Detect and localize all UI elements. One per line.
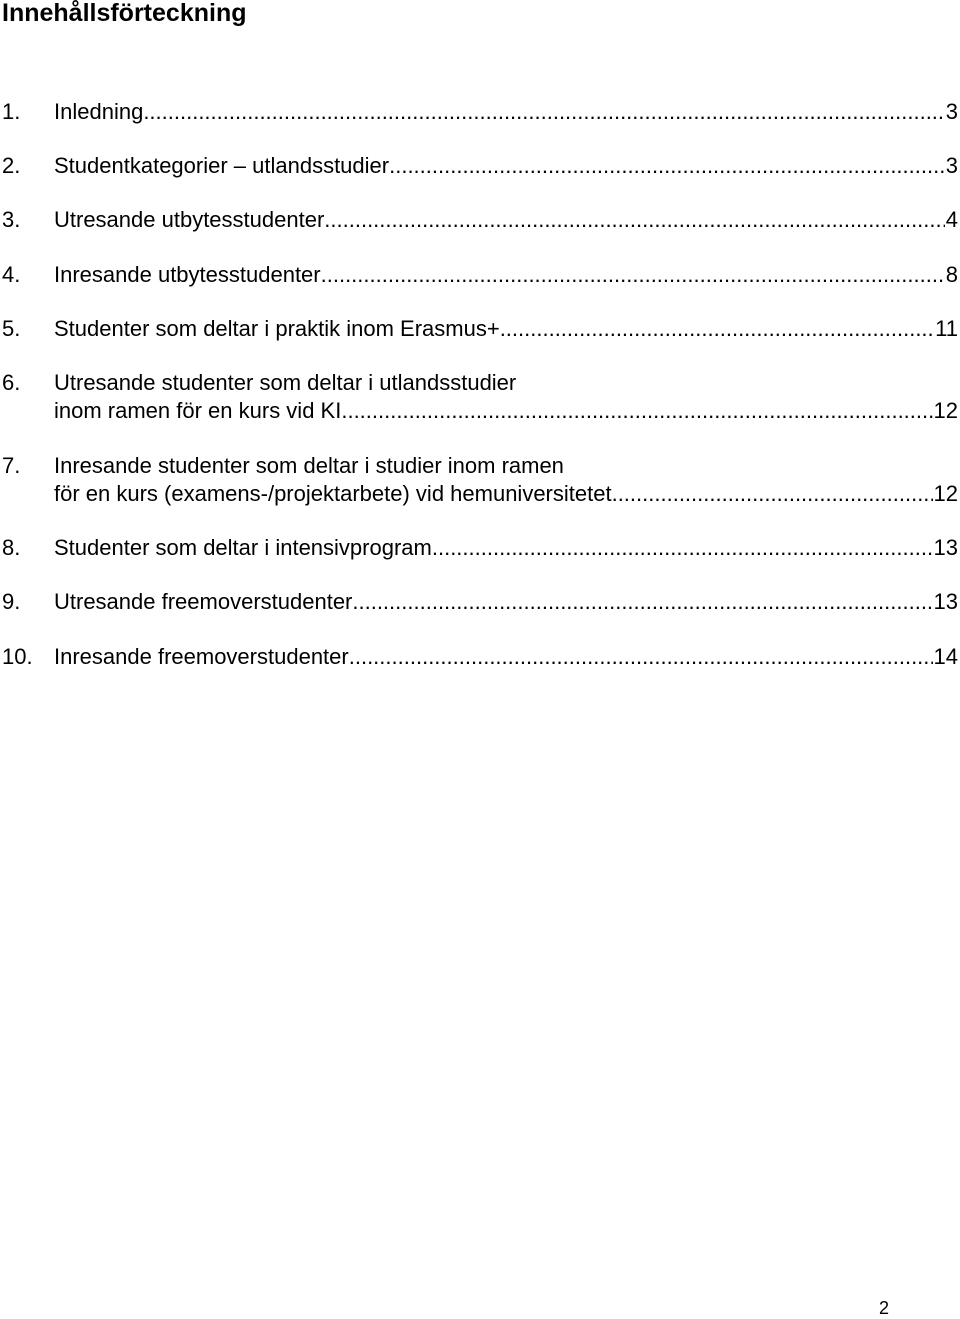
toc-entry-title-line-1: Utresande studenter som deltar i utlandsstudier [54, 370, 517, 395]
toc-entry-page: 3 [945, 99, 958, 124]
toc-entry-page: 13 [933, 535, 958, 560]
toc-dot-leader [432, 534, 933, 562]
toc-dot-leader [500, 315, 934, 343]
toc-entry-title: Studentkategorier – utlandsstudier [54, 153, 390, 178]
toc-dot-leader [352, 588, 932, 616]
toc-dot-leader [612, 480, 933, 508]
toc-entry-page: 12 [933, 398, 958, 423]
toc-entry-number: 3. [2, 207, 21, 232]
toc-entry-page: 3 [945, 153, 958, 178]
toc-entry-number: 1. [2, 99, 21, 124]
toc-entry-page: 8 [945, 262, 958, 287]
toc-entry-number: 8. [2, 535, 21, 560]
toc-entry-number: 5. [2, 316, 21, 341]
toc-dot-leader [324, 206, 944, 234]
toc-entry-page: 12 [933, 481, 958, 506]
toc-entry-number: 4. [2, 262, 21, 287]
toc-entry-title: Utresande utbytesstudenter [54, 207, 325, 232]
document-title: Innehållsförteckning [2, 0, 247, 27]
toc-entry-title-line-2: inom ramen för en kurs vid KI [54, 398, 342, 423]
toc-entry-title: Inledning [54, 99, 144, 124]
toc-entry-number: 6. [2, 370, 21, 395]
toc-dot-leader [341, 397, 932, 425]
toc-entry-number: 7. [2, 453, 21, 478]
toc-entry-title: Studenter som deltar i praktik inom Erasmus+ [54, 316, 500, 341]
toc-entry-title: Utresande freemoverstudenter [54, 589, 353, 614]
toc-entry-page: 11 [935, 316, 958, 341]
page-number: 2 [879, 1298, 890, 1318]
toc-entry-page: 4 [945, 207, 958, 232]
toc-entry-title: Inresande freemoverstudenter [54, 644, 349, 669]
toc-entry-title: Studenter som deltar i intensivprogram [54, 535, 432, 560]
toc-entry-title-line-1: Inresande studenter som deltar i studier inom ramen [54, 453, 564, 478]
toc-entry-number: 9. [2, 589, 21, 614]
toc-entry-page: 14 [933, 644, 958, 669]
toc-dot-leader [321, 261, 945, 289]
toc-dot-leader [349, 643, 933, 671]
toc-entry-title: Inresande utbytesstudenter [54, 262, 321, 287]
toc-entry-number: 2. [2, 153, 21, 178]
toc-entry-page: 13 [933, 589, 958, 614]
toc-entry-number: 10. [2, 644, 33, 669]
toc-dot-leader [143, 98, 944, 126]
toc-entry-title-line-2: för en kurs (examens-/projektarbete) vid hemuniversitetet [54, 481, 612, 506]
toc-dot-leader [389, 152, 945, 180]
